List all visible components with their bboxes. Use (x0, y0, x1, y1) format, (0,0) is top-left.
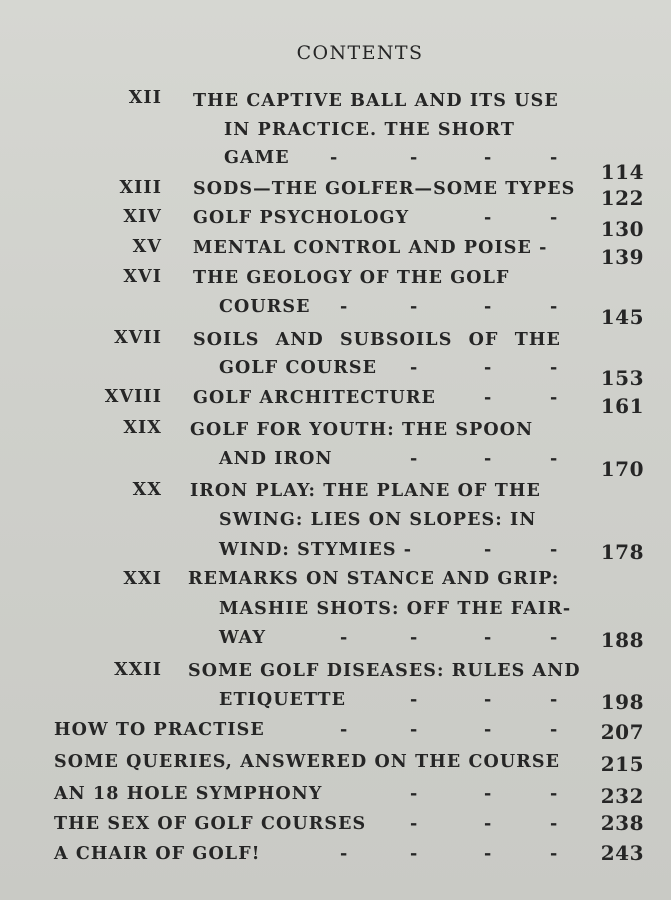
chapter-number: XII (128, 88, 162, 108)
leader-dash: - (484, 297, 492, 317)
leader-dash: - (484, 844, 492, 864)
appendix-title: THE SEX OF GOLF COURSES (54, 814, 367, 834)
chapter-number: XVI (123, 267, 162, 287)
chapter-number: XIV (123, 207, 162, 227)
entry-title-line: THE CAPTIVE BALL AND ITS USE (193, 91, 559, 111)
leader-dash: - (550, 814, 558, 834)
leader-dash: - (484, 690, 492, 710)
leader-dash: - (340, 844, 348, 864)
leader-dash: - (484, 449, 492, 469)
page-number: 243 (600, 841, 644, 865)
page-number: 130 (600, 217, 644, 241)
page-number: 215 (600, 752, 644, 776)
page-number: 139 (600, 245, 644, 269)
entry-title-line: COURSE (219, 297, 311, 317)
leader-dash: - (550, 844, 558, 864)
page-number: 198 (600, 690, 644, 714)
leader-dash: - (484, 814, 492, 834)
entry-title-line: MENTAL CONTROL AND POISE - (193, 238, 548, 258)
entry-title-line: GAME (224, 148, 290, 168)
leader-dash: - (550, 449, 558, 469)
leader-dash: - (410, 690, 418, 710)
page-number: 161 (600, 394, 644, 418)
leader-dash: - (410, 628, 418, 648)
leader-dash: - (484, 720, 492, 740)
entry-title-line: ETIQUETTE (219, 690, 347, 710)
entry-title-line: REMARKS ON STANCE AND GRIP: (188, 569, 560, 589)
leader-dash: - (484, 784, 492, 804)
leader-dash: - (484, 358, 492, 378)
leader-dash: - (410, 784, 418, 804)
entry-title-line: SOILS AND SUBSOILS OF THE (193, 330, 561, 350)
entry-title-line: AND IRON (219, 449, 333, 469)
page-number: 122 (600, 186, 644, 210)
leader-dash: - (550, 297, 558, 317)
leader-dash: - (410, 844, 418, 864)
page-number: 145 (600, 305, 644, 329)
page-number: 188 (600, 628, 644, 652)
page-number: 170 (600, 457, 644, 481)
entry-title-line: MASHIE SHOTS: OFF THE FAIR- (219, 599, 572, 619)
chapter-number: XVII (114, 328, 162, 348)
leader-dash: - (550, 388, 558, 408)
leader-dash: - (550, 208, 558, 228)
entry-title-line: GOLF PSYCHOLOGY (193, 208, 410, 228)
leader-dash: - (550, 720, 558, 740)
entry-title-line: WAY (219, 628, 267, 648)
leader-dash: - (550, 784, 558, 804)
leader-dash: - (410, 358, 418, 378)
leader-dash: - (410, 297, 418, 317)
leader-dash: - (410, 720, 418, 740)
leader-dash: - (550, 690, 558, 710)
chapter-number: XVIII (104, 387, 162, 407)
leader-dash: - (330, 148, 338, 168)
appendix-title: HOW TO PRACTISE (54, 720, 265, 740)
chapter-number: XXI (123, 569, 162, 589)
chapter-number: XX (132, 480, 162, 500)
leader-dash: - (484, 148, 492, 168)
leader-dash: - (484, 208, 492, 228)
leader-dash: - (410, 148, 418, 168)
leader-dash: - (340, 628, 348, 648)
page-number: 232 (600, 784, 644, 808)
leader-dash: - (484, 540, 492, 560)
appendix-title: A CHAIR OF GOLF! (54, 844, 261, 864)
entry-title-line: WIND: STYMIES - (219, 540, 413, 560)
chapter-number: XXII (114, 660, 162, 680)
chapter-number: XIII (119, 178, 162, 198)
entry-title-line: THE GEOLOGY OF THE GOLF (193, 268, 510, 288)
leader-dash: - (550, 148, 558, 168)
chapter-number: XV (132, 237, 162, 257)
chapter-number: XIX (123, 418, 162, 438)
page-number: 238 (600, 811, 644, 835)
appendix-title: SOME QUERIES, ANSWERED ON THE COURSE (54, 752, 561, 772)
leader-dash: - (550, 628, 558, 648)
leader-dash: - (340, 297, 348, 317)
leader-dash: - (340, 720, 348, 740)
entry-title-line: IRON PLAY: THE PLANE OF THE (190, 481, 541, 501)
page-number: 114 (600, 160, 644, 184)
entry-title-line: IN PRACTICE. THE SHORT (224, 120, 516, 140)
page-number: 153 (600, 366, 644, 390)
page-number: 178 (600, 540, 644, 564)
page-number: 207 (600, 720, 644, 744)
contents-heading: CONTENTS (296, 42, 424, 64)
leader-dash: - (410, 814, 418, 834)
leader-dash: - (484, 388, 492, 408)
leader-dash: - (550, 540, 558, 560)
entry-title-line: SOME GOLF DISEASES: RULES AND (188, 661, 581, 681)
appendix-title: AN 18 HOLE SYMPHONY (54, 784, 323, 804)
leader-dash: - (550, 358, 558, 378)
leader-dash: - (410, 449, 418, 469)
entry-title-line: GOLF COURSE (219, 358, 378, 378)
entry-title-line: SODS—THE GOLFER—SOME TYPES (193, 179, 576, 199)
leader-dash: - (484, 628, 492, 648)
entry-title-line: SWING: LIES ON SLOPES: IN (219, 510, 537, 530)
entry-title-line: GOLF ARCHITECTURE (193, 388, 436, 408)
entry-title-line: GOLF FOR YOUTH: THE SPOON (190, 420, 534, 440)
